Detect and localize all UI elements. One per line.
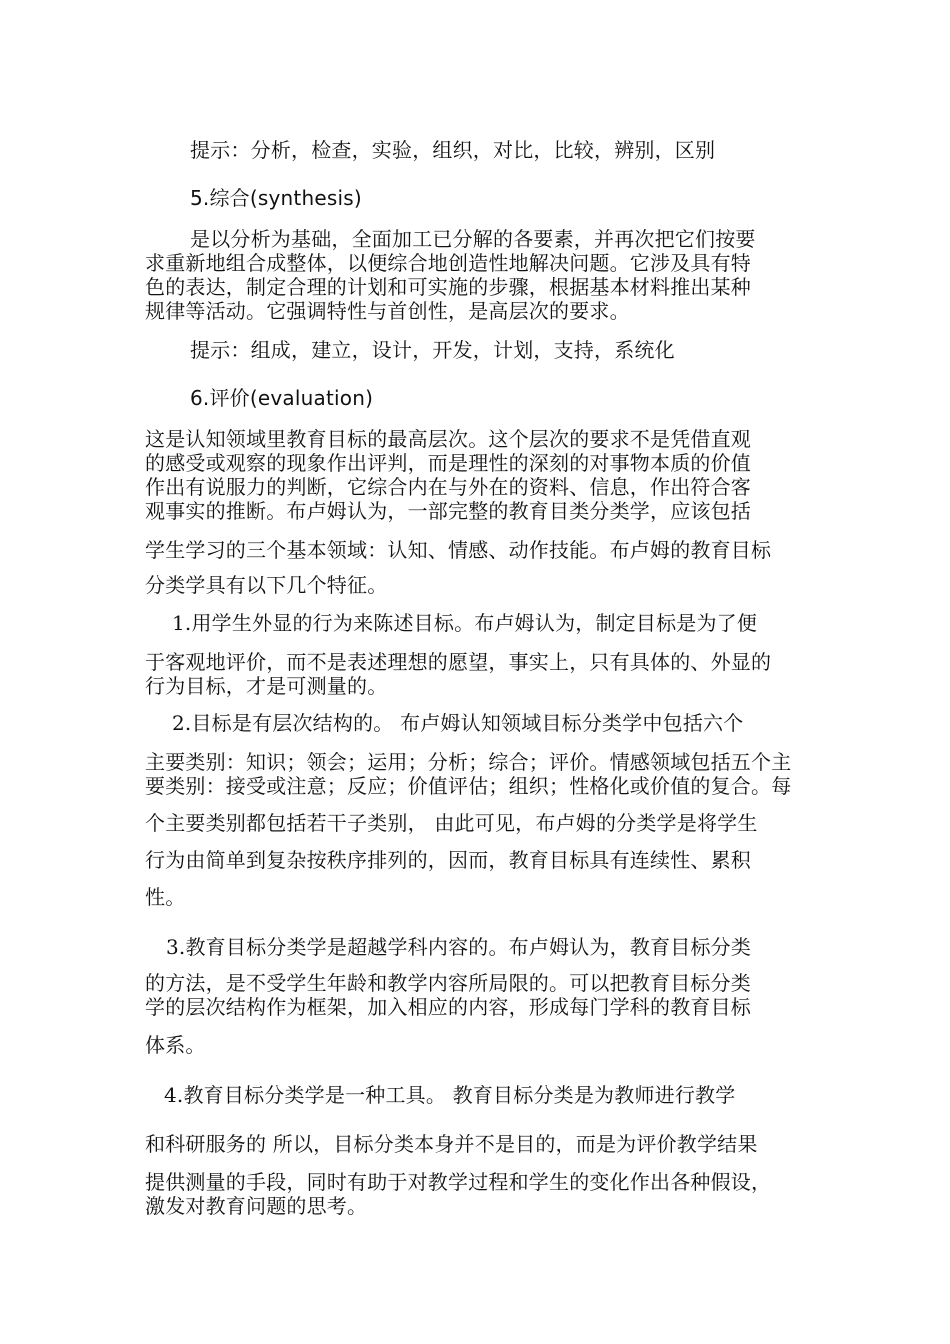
paragraph-line: 的感受或观察的现象作出评判，而是理性的深刻的对事物本质的价值 [145, 451, 751, 475]
feature-1-line: 1.用学生外显的行为来陈述目标。布卢姆认为，制定目标是为了便 [172, 611, 758, 635]
paragraph-line: 学的层次结构作为框架，加入相应的内容，形成每门学科的教育目标 [145, 995, 751, 1019]
paragraph-line: 体系。 [145, 1033, 206, 1057]
paragraph-line: 于客观地评价，而不是表述理想的愿望，事实上，只有具体的、外显的 [145, 650, 772, 674]
paragraph-line: 的方法，是不受学生年龄和教学内容所局限的。可以把教育目标分类 [145, 971, 751, 995]
paragraph-line: 这是认知领域里教育目标的最高层次。这个层次的要求不是凭借直观 [145, 427, 751, 451]
paragraph-line: 规律等活动。它强调特性与首创性，是高层次的要求。 [145, 299, 630, 323]
hint-line-synthesis: 提示：组成，建立，设计，开发，计划，支持，系统化 [190, 338, 675, 362]
paragraph-line: 行为由简单到复杂按秩序排列的，因而，教育目标具有连续性、累积 [145, 848, 751, 872]
paragraph-line: 学生学习的三个基本领域：认知、情感、动作技能。布卢姆的教育目标 [145, 538, 772, 562]
paragraph-line: 分类学具有以下几个特征。 [145, 573, 388, 597]
paragraph-line: 要类别：接受或注意；反应；价值评估；组织；性格化或价值的复合。每 [145, 774, 792, 798]
hint-line-analysis: 提示：分析，检查，实验，组织，对比，比较，辨别，区别 [190, 138, 716, 162]
paragraph-line: 行为目标，才是可测量的。 [145, 674, 388, 698]
paragraph-line: 和科研服务的 所以，目标分类本身并不是目的，而是为评价教学结果 [145, 1132, 758, 1156]
feature-4-line: 4.教育目标分类学是一种工具。 教育目标分类是为教师进行教学 [164, 1083, 736, 1107]
paragraph-line: 主要类别：知识；领会；运用；分析；综合；评价。情感领域包括五个主 [145, 750, 792, 774]
feature-2-line: 2.目标是有层次结构的。 布卢姆认知领域目标分类学中包括六个 [172, 711, 744, 735]
paragraph-line: 激发对教育问题的思考。 [145, 1194, 368, 1218]
paragraph-line: 是以分析为基础，全面加工已分解的各要素，并再次把它们按要 [190, 227, 756, 251]
paragraph-line: 个主要类别都包括若干子类别， 由此可见，布卢姆的分类学是将学生 [145, 811, 758, 835]
paragraph-line: 求重新地组合成整体，以便综合地创造性地解决问题。它涉及具有特 [145, 251, 751, 275]
feature-3-line: 3.教育目标分类学是超越学科内容的。布卢姆认为，教育目标分类 [166, 935, 752, 959]
paragraph-line: 作出有说服力的判断，它综合内在与外在的资料、信息，作出符合客 [145, 475, 751, 499]
section-heading-evaluation: 6.评价(evaluation) [190, 386, 374, 410]
section-heading-synthesis: 5.综合(synthesis) [190, 186, 362, 210]
paragraph-line: 提供测量的手段，同时有助于对教学过程和学生的变化作出各种假设， [145, 1170, 772, 1194]
paragraph-line: 观事实的推断。布卢姆认为，一部完整的教育目类分类学，应该包括 [145, 499, 751, 523]
paragraph-line: 性。 [145, 885, 186, 909]
paragraph-line: 色的表达，制定合理的计划和可实施的步骤，根据基本材料推出某种 [145, 275, 751, 299]
